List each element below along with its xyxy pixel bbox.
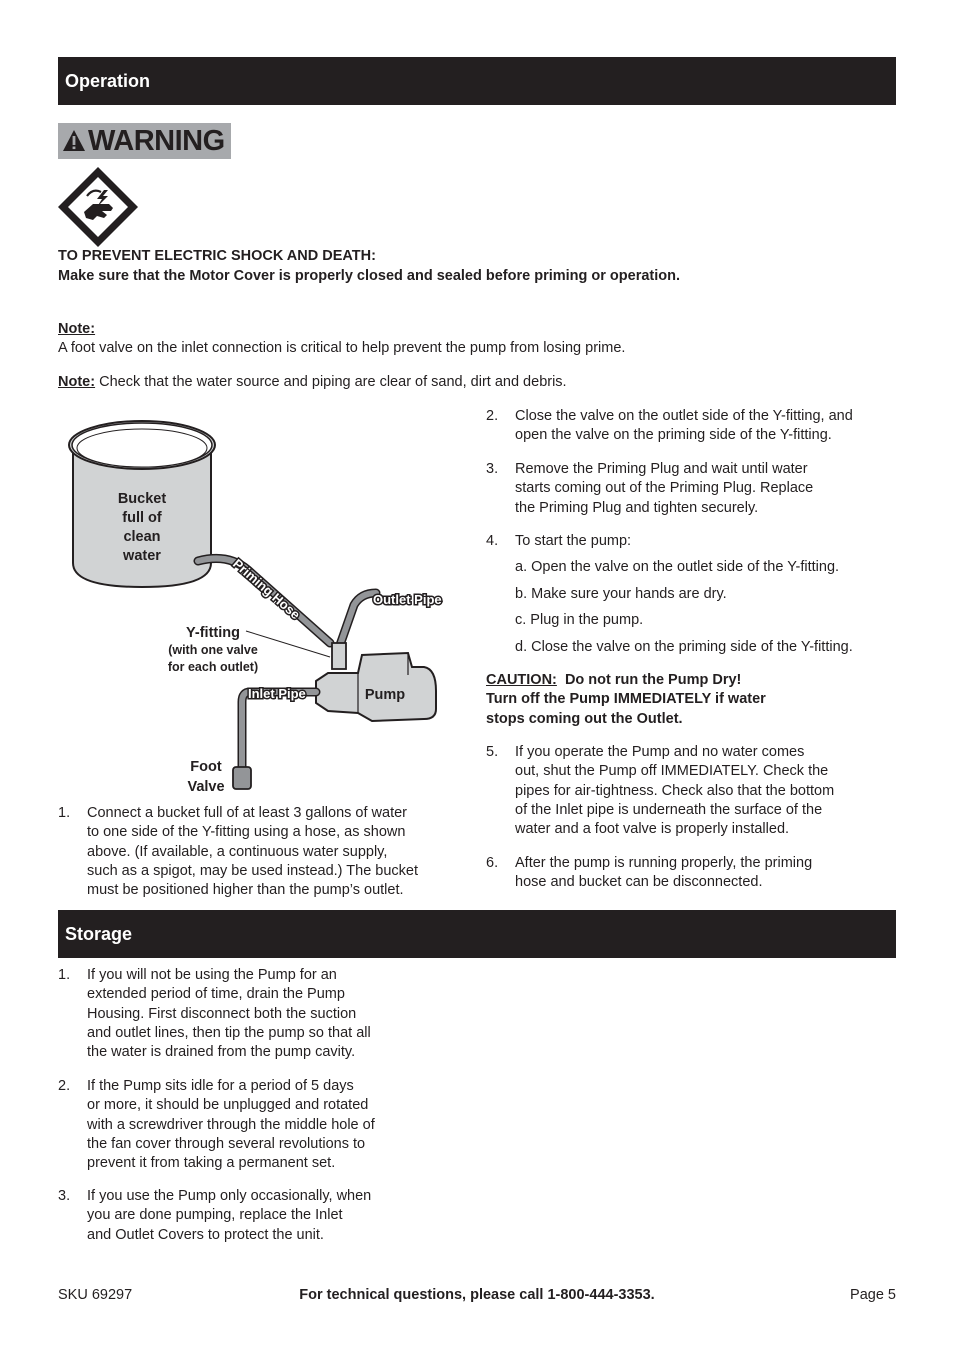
warning-line-2: Make sure that the Motor Cover is properly closed and sealed before priming or operation. bbox=[58, 268, 681, 284]
step-6-number: 6. bbox=[486, 855, 499, 871]
storage-header bbox=[58, 910, 896, 958]
bucket-label-2: full of bbox=[122, 510, 162, 526]
caution-text-1: Do not run the Pump Dry! bbox=[556, 672, 742, 688]
outlet-pipe-label: Outlet Pipe bbox=[373, 592, 442, 607]
storage-step-1-line: If you will not be using the Pump for an bbox=[87, 967, 337, 983]
inlet-pipe bbox=[242, 692, 316, 767]
step-4a: a. Open the valve on the outlet side of the Y-fitting. bbox=[515, 559, 840, 575]
foot-valve-shape bbox=[233, 767, 251, 789]
priming-hose-label: Priming Hose bbox=[230, 555, 304, 623]
warning-label: WARNING bbox=[88, 125, 225, 157]
step-2-line: open the valve on the priming side of the Y-fitting. bbox=[515, 427, 832, 444]
foot-valve-label-2: Valve bbox=[187, 779, 225, 795]
storage-step-2-line: If the Pump sits idle for a period of 5 days bbox=[87, 1078, 354, 1094]
storage-step-1-line: and outlet lines, then tip the pump so that all bbox=[87, 1024, 371, 1041]
step-5-text bbox=[515, 743, 834, 839]
step-3-line: Remove the Priming Plug and wait until water bbox=[515, 461, 808, 477]
note-2-text: Check that the water source and piping are clear of sand, dirt and debris. bbox=[95, 374, 567, 390]
y-fitting-shape bbox=[332, 643, 346, 669]
inlet-pipe-label: Inlet Pipe bbox=[248, 686, 306, 701]
bucket-label-1: Bucket bbox=[117, 491, 167, 507]
step-4d: d. Close the valve on the priming side of the Y-fitting. bbox=[515, 639, 853, 655]
step-4b: b. Make sure your hands are dry. bbox=[515, 586, 727, 602]
step-5-line: If you operate the Pump and no water comes bbox=[515, 744, 805, 760]
step-3-line: the Priming Plug and tighten securely. bbox=[515, 499, 759, 516]
storage-step-2-line: the fan cover through several revolutions to bbox=[87, 1135, 366, 1152]
bucket-label-3: clean bbox=[123, 529, 161, 545]
caution-line-2: Turn off the Pump IMMEDIATELY if water bbox=[486, 691, 766, 707]
y-fitting-label: Y-fitting bbox=[186, 625, 240, 641]
step-2-number: 2. bbox=[486, 408, 499, 424]
operation-header bbox=[58, 57, 896, 105]
step-3-text bbox=[515, 460, 813, 518]
step-6-line: After the pump is running properly, the priming bbox=[515, 855, 813, 871]
step-5-line: water and a foot valve is properly installed. bbox=[515, 821, 790, 838]
step-1-line: Connect a bucket full of at least 3 gallons of water bbox=[87, 805, 407, 821]
warning-badge bbox=[58, 123, 231, 159]
step-1-line: such as a spigot, may be used instead.) The bucket bbox=[87, 862, 419, 879]
step-2-line: Close the valve on the outlet side of the Y-fitting, and bbox=[515, 408, 853, 424]
step-1-line: to one side of the Y-fitting using a hose, as shown bbox=[87, 824, 406, 841]
priming-diagram bbox=[58, 405, 468, 800]
y-fitting-sub-1: (with one valve bbox=[168, 643, 258, 657]
step-2-text bbox=[515, 407, 853, 446]
caution-line-3: stops coming out the Outlet. bbox=[486, 711, 683, 727]
storage-step-2-line: prevent it from taking a permanent set. bbox=[87, 1155, 336, 1172]
storage-step-3-number: 3. bbox=[58, 1188, 71, 1204]
footer-page-number: Page 5 bbox=[850, 1287, 896, 1303]
storage-step-1-line: extended period of time, drain the Pump bbox=[87, 986, 345, 1003]
storage-step-2-number: 2. bbox=[58, 1078, 71, 1094]
caution-label: CAUTION: bbox=[486, 672, 557, 688]
y-fitting-sub-2: for each outlet) bbox=[167, 660, 259, 674]
step-1-line: must be positioned higher than the pump’s outlet. bbox=[87, 882, 404, 899]
step-4-text: To start the pump: bbox=[515, 533, 632, 549]
storage-title: Storage bbox=[65, 924, 133, 944]
step-3-line: starts coming out of the Priming Plug. Replace bbox=[515, 480, 814, 497]
storage-step-2-line: with a screwdriver through the middle hole of bbox=[87, 1116, 375, 1133]
step-1-text bbox=[87, 804, 418, 900]
footer-support: For technical questions, please call 1-800-444-3353. bbox=[299, 1287, 655, 1303]
bucket-label-4: water bbox=[123, 548, 161, 564]
step-4c: c. Plug in the pump. bbox=[515, 612, 644, 628]
storage-step-1-line: Housing. First disconnect both the suction bbox=[87, 1005, 357, 1022]
storage-step-2-text bbox=[87, 1077, 375, 1173]
step-1-number: 1. bbox=[58, 805, 71, 821]
step-1-line: above. (If available, a continuous water supply, bbox=[87, 843, 388, 860]
footer-sku: SKU 69297 bbox=[58, 1287, 133, 1303]
step-3-number: 3. bbox=[486, 461, 499, 477]
caution-line-1 bbox=[486, 671, 741, 691]
step-4-number: 4. bbox=[486, 533, 499, 549]
storage-step-3-text bbox=[87, 1187, 371, 1245]
storage-step-3-line: and Outlet Covers to protect the unit. bbox=[87, 1226, 324, 1243]
step-5-number: 5. bbox=[486, 744, 499, 760]
step-5-line: pipes for air-tightness. Check also that the bottom bbox=[515, 782, 835, 799]
storage-step-3-line: If you use the Pump only occasionally, when bbox=[87, 1188, 372, 1204]
note-2 bbox=[58, 373, 567, 393]
storage-step-1-number: 1. bbox=[58, 967, 71, 983]
note-1-text: A foot valve on the inlet connection is critical to help prevent the pump from losing prime. bbox=[58, 340, 626, 356]
storage-step-3-line: you are done pumping, replace the Inlet bbox=[87, 1207, 343, 1224]
warning-triangle-icon bbox=[62, 129, 86, 152]
note-1-label: Note: bbox=[58, 321, 96, 337]
step-6-line: hose and bucket can be disconnected. bbox=[515, 874, 763, 891]
storage-step-2-line: or more, it should be unplugged and rotated bbox=[87, 1097, 369, 1114]
warning-line-1: TO PREVENT ELECTRIC SHOCK AND DEATH: bbox=[58, 248, 376, 264]
electric-shock-hazard-icon bbox=[57, 166, 139, 248]
note-2-label: Note: bbox=[58, 374, 96, 390]
storage-step-1-line: the water is drained from the pump cavity. bbox=[87, 1044, 356, 1061]
foot-valve-label-1: Foot bbox=[190, 759, 222, 775]
operation-title: Operation bbox=[65, 71, 151, 91]
step-5-line: of the Inlet pipe is underneath the surface of the bbox=[515, 801, 823, 818]
storage-step-1-text bbox=[87, 966, 371, 1062]
pump-label: Pump bbox=[364, 687, 406, 703]
step-6-text bbox=[515, 854, 812, 893]
step-5-line: out, shut the Pump off IMMEDIATELY. Check the bbox=[515, 763, 829, 780]
